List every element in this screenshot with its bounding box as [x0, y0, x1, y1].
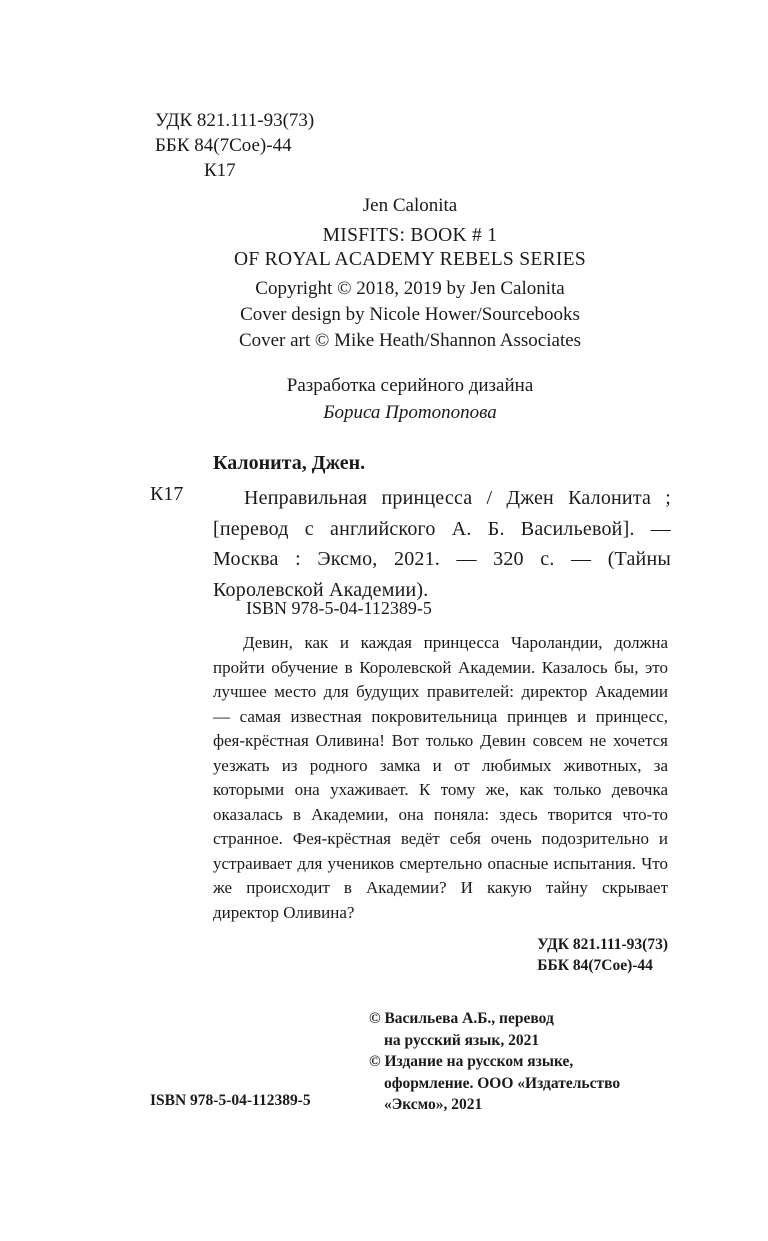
translation-rights-line1: © Васильева А.Б., перевод: [369, 1010, 554, 1027]
series-design-line1: Разработка серийного дизайна: [286, 375, 534, 396]
author-mark: К17: [204, 160, 236, 181]
original-author: Jen Calonita: [362, 195, 458, 216]
edition-rights-line3: «Эксмо», 2021: [384, 1096, 483, 1113]
copyright-block: [150, 276, 670, 354]
rights-block: [369, 1008, 620, 1116]
cover-design-line: Cover design by Nicole Hower/Sourcebooks: [240, 304, 580, 325]
bbk-code: ББК 84(7Сое)-44: [155, 135, 292, 156]
series-design-line2: Бориса Протопопова: [323, 402, 497, 423]
annotation: [213, 631, 668, 925]
bibliographic-isbn: ISBN 978-5-04-112389-5: [246, 598, 432, 618]
annotation-bbk: ББК 84(7Сое)-44: [537, 957, 653, 974]
isbn-bottom: ISBN 978-5-04-112389-5: [150, 1092, 311, 1109]
udk-code: УДК 821.111-93(73): [155, 110, 315, 131]
annotation-codes: [537, 934, 668, 976]
bibliographic-description: Неправильная принцесса / Джен Калонита ; [перевод с английского А. Б. Васильевой]. — Москва : Эксмо, 2021. — 320 с. — (Тайны Королевской Академии).: [213, 487, 671, 601]
edition-rights-line1: © Издание на русском языке,: [369, 1053, 574, 1070]
edition-rights-line2: оформление. ООО «Издательство: [384, 1074, 621, 1092]
translation-rights-line2: на русский язык, 2021: [384, 1031, 540, 1049]
annotation-udk: УДК 821.111-93(73): [537, 936, 668, 953]
copyright-line: Copyright © 2018, 2019 by Jen Calonita: [255, 278, 565, 299]
cover-art-line: Cover art © Mike Heath/Shannon Associates: [238, 330, 582, 351]
original-title-line2: OF ROYAL ACADEMY REBELS SERIES: [233, 249, 587, 270]
annotation-text: Девин, как и каждая принцесса Чароландии, должна пройти обучение в Королевской Академии. Казалось бы, это лучшее место для будущих правителей: директор Академии — самая известная покровительница принцев и принцесс, фея-крёстная Оливина! Вот только Девин совсем не хочется уезжать из родного замка и от любимых животных, за которыми она ухаживает. К тому же, как только девочка оказалась в Академии, она поняла: здесь творится что-то странное. Фея-крёстная ведёт себя очень подозрительно и устраивает для учеников смертельно опасные испытания. Что же происходит в Академии? И какую тайну скрывает директор Оливина?: [213, 633, 668, 922]
bibliographic-code: К17: [150, 483, 184, 505]
bibliographic-heading: Калонита, Джен.: [213, 452, 366, 474]
catalog-codes: [155, 108, 314, 183]
original-title-line1: MISFITS: BOOK # 1: [322, 225, 498, 246]
series-design-credit: [150, 372, 670, 426]
